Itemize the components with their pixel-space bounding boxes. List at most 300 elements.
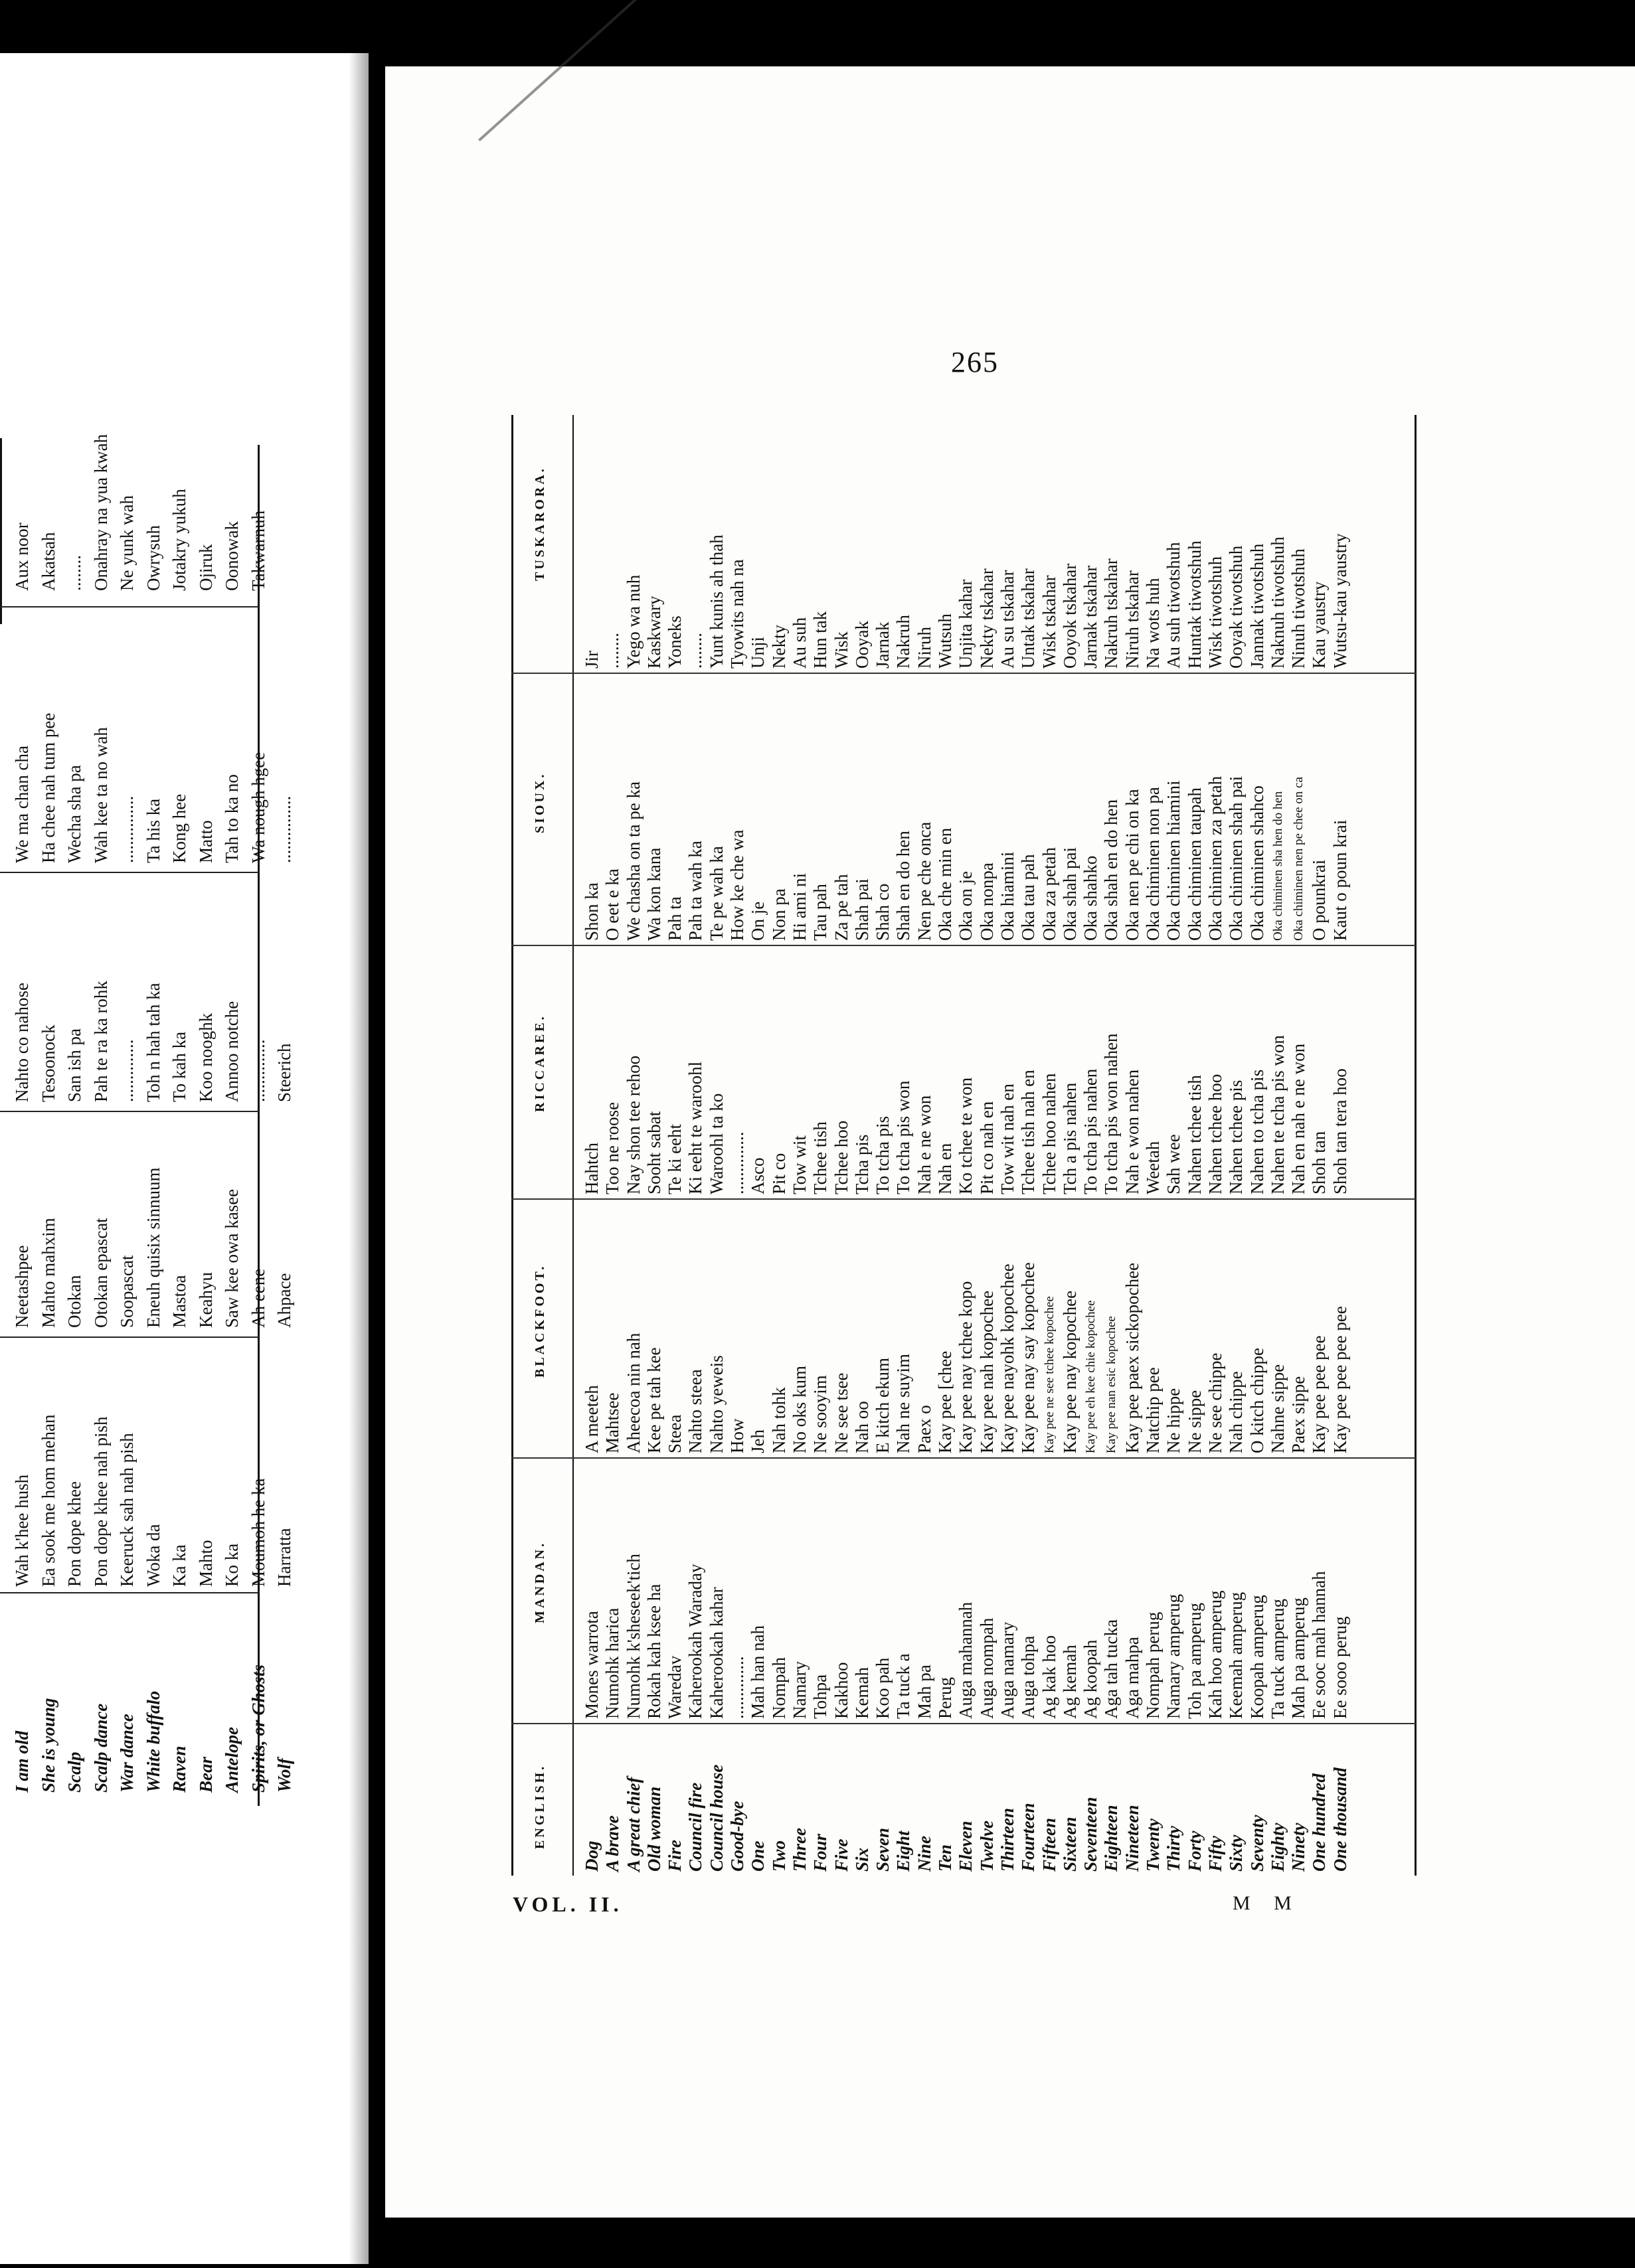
english-cell: Eighteen bbox=[1101, 1805, 1122, 1872]
english-cell: Scalp bbox=[64, 1751, 84, 1793]
column-divider bbox=[511, 1457, 1416, 1459]
tuskarora-cell: Wisk tiwotshuh bbox=[1205, 556, 1225, 669]
sioux-cell: Ha chee nah tum pee bbox=[38, 712, 58, 863]
english-cell: One bbox=[748, 1840, 768, 1872]
sioux-cell: Tah to ka no bbox=[222, 774, 242, 863]
riccaree-cell: Ki eeht te waroohl bbox=[685, 1061, 706, 1194]
tuskarora-cell: Ninuh tiwotshuh bbox=[1288, 548, 1309, 669]
tuskarora-cell: Ooyak bbox=[851, 621, 872, 669]
sioux-cell: Oka chiminen non pa bbox=[1143, 787, 1163, 941]
riccaree-cell: Tcha pis bbox=[851, 1134, 872, 1194]
tuskarora-cell: Ojiruk bbox=[195, 544, 216, 591]
book-gutter bbox=[369, 53, 385, 2268]
sioux-cell: Nen pe che onca bbox=[914, 821, 934, 941]
english-cell: Fifteen bbox=[1039, 1818, 1059, 1872]
riccaree-cell: Nay shon tee rehoo bbox=[623, 1055, 644, 1194]
page-fold-shadow bbox=[349, 53, 369, 2264]
sioux-cell: Oka chiminen sha hen do hen bbox=[1270, 791, 1285, 941]
blackfoot-cell: Mahto mahxim bbox=[38, 1218, 58, 1328]
english-cell: A brave bbox=[602, 1815, 623, 1872]
tuskarora-cell: Ooyak tiwotshuh bbox=[1226, 545, 1247, 669]
blackfoot-cell: Ne sippe bbox=[1184, 1390, 1205, 1453]
tuskarora-cell: Tyowits nah na bbox=[727, 559, 748, 669]
english-cell: Forty bbox=[1184, 1830, 1205, 1872]
tuskarora-cell: Ne yunk wah bbox=[117, 495, 137, 591]
tuskarora-cell: Jir bbox=[582, 651, 602, 669]
sioux-cell: Wecha sha pa bbox=[64, 765, 84, 863]
mandan-cell: Ea sook me hom mehan bbox=[38, 1414, 58, 1587]
tuskarora-cell: Jannak tiwotshuh bbox=[1247, 543, 1267, 669]
english-cell: Ten bbox=[935, 1844, 956, 1872]
sioux-cell: Wah kee ta no wah bbox=[90, 727, 111, 863]
blackfoot-cell: Nah ne suyim bbox=[893, 1354, 914, 1453]
tuskarora-cell: Au su tskahar bbox=[997, 570, 1017, 669]
blackfoot-cell: Kee pe tah kee bbox=[644, 1347, 664, 1453]
english-cell: Seventy bbox=[1247, 1815, 1267, 1872]
blackfoot-cell: Ne see tsee bbox=[831, 1372, 851, 1453]
mandan-cell: Rokah kah ksee ha bbox=[644, 1583, 664, 1719]
left-riccaree-column bbox=[9, 981, 298, 1102]
mandan-cell: Kakhoo bbox=[831, 1662, 851, 1719]
blackfoot-cell: Nah oo bbox=[851, 1401, 872, 1453]
sioux-cell: ............... bbox=[274, 795, 294, 863]
tuskarora-cell: Au suh bbox=[789, 617, 810, 669]
english-cell: She is young bbox=[38, 1698, 58, 1793]
english-cell: Thirty bbox=[1163, 1825, 1184, 1872]
mandan-cell: Auga mahannah bbox=[956, 1601, 976, 1719]
english-cell: Sixty bbox=[1226, 1834, 1247, 1872]
sioux-cell: We chasha on ta pe ka bbox=[623, 781, 644, 941]
sioux-cell: Ta his ka bbox=[143, 798, 163, 863]
riccaree-cell: Nahen tchee tish bbox=[1184, 1075, 1205, 1194]
riccaree-cell: To tcha pis won nahen bbox=[1101, 1033, 1122, 1194]
mandan-cell: Aga tah tucka bbox=[1101, 1619, 1122, 1719]
mandan-cell: Keeruck sah nah pish bbox=[117, 1433, 137, 1587]
mandan-cell: Pon dope khee nah pish bbox=[90, 1416, 111, 1587]
blackfoot-cell: Nahto steea bbox=[685, 1369, 706, 1453]
english-cell: Seven bbox=[873, 1828, 893, 1872]
english-cell: Four bbox=[810, 1833, 831, 1872]
tuskarora-cell: Aux noor bbox=[12, 523, 32, 591]
english-cell: Nineteen bbox=[1122, 1805, 1142, 1872]
column-divider bbox=[0, 1111, 259, 1112]
tuskarora-cell: Takwarnuh bbox=[248, 510, 268, 591]
blackfoot-cell: Keahyu bbox=[195, 1272, 216, 1328]
sioux-cell: Shah pai bbox=[851, 878, 872, 941]
english-cell: Antelope bbox=[222, 1727, 242, 1793]
blackfoot-cell: Kay pee pee pee bbox=[1309, 1335, 1330, 1453]
mandan-cell: Ko ka bbox=[222, 1543, 242, 1587]
blackfoot-cell: Ne hippe bbox=[1163, 1388, 1184, 1453]
mandan-cell: Tohpa bbox=[810, 1674, 831, 1719]
english-cell: Eleven bbox=[956, 1821, 976, 1872]
tuskarora-cell: Jotakry yukuh bbox=[169, 489, 189, 591]
vocabulary-table bbox=[511, 415, 1421, 1876]
sioux-cell: Oka chiminen shahco bbox=[1247, 785, 1267, 941]
english-cell: Sixteen bbox=[1059, 1817, 1080, 1872]
riccaree-cell: To kah ka bbox=[169, 1031, 189, 1102]
mandan-cell: Harratta bbox=[274, 1528, 294, 1587]
riccaree-cell: Koo nooghk bbox=[195, 1012, 216, 1102]
blackfoot-cell: Kay pee nan esic kopochee bbox=[1104, 1316, 1119, 1453]
english-cell: Seventeen bbox=[1080, 1797, 1101, 1872]
riccaree-cell: To tcha pis won bbox=[893, 1080, 914, 1194]
tuskarora-cell: Naknuh tiwotshuh bbox=[1267, 536, 1288, 669]
sioux-cell: Wa kon kana bbox=[644, 847, 664, 941]
english-cell: Nine bbox=[914, 1836, 934, 1872]
riccaree-cell: Waroohl ta ko bbox=[706, 1093, 727, 1194]
tuskarora-column bbox=[582, 533, 1351, 669]
english-cell: Eight bbox=[893, 1830, 914, 1872]
tuskarora-cell: Au suh tiwotshuh bbox=[1163, 542, 1184, 669]
tuskarora-cell: Akatsah bbox=[38, 532, 58, 591]
riccaree-cell: Pit co bbox=[768, 1153, 789, 1194]
blackfoot-cell: Eneuh quisix sinnuum bbox=[143, 1167, 163, 1328]
tuskarora-cell: Hun tak bbox=[810, 611, 831, 669]
tuskarora-cell: Na wots huh bbox=[1143, 578, 1163, 669]
riccaree-cell: Asco bbox=[748, 1157, 768, 1194]
blackfoot-cell: Kay pee nay say kopochee bbox=[1018, 1262, 1039, 1453]
riccaree-cell: Nah e ne won bbox=[914, 1095, 934, 1194]
header-riccaree: RICCAREE. bbox=[533, 1014, 547, 1112]
mandan-cell: Moumoh he ka bbox=[248, 1478, 268, 1587]
english-cell: Good-bye bbox=[727, 1801, 748, 1872]
mandan-cell: Keemah amperug bbox=[1226, 1591, 1247, 1719]
blackfoot-cell: Mahtsee bbox=[602, 1392, 623, 1453]
blackfoot-cell: O kitch chippe bbox=[1247, 1348, 1267, 1453]
tuskarora-cell: Niruh bbox=[914, 627, 934, 669]
sioux-cell: Za pe tah bbox=[831, 874, 851, 941]
tuskarora-cell: Wisk tskahar bbox=[1039, 575, 1059, 669]
riccaree-cell: Sooht sabat bbox=[644, 1111, 664, 1194]
english-cell: Three bbox=[789, 1828, 810, 1872]
riccaree-cell: Nahen tchee hoo bbox=[1205, 1074, 1225, 1194]
english-cell: Scalp dance bbox=[90, 1703, 111, 1793]
english-cell: War dance bbox=[117, 1714, 137, 1793]
english-cell: One thousand bbox=[1330, 1767, 1350, 1872]
sioux-cell: Oka chiminen taupah bbox=[1184, 787, 1205, 941]
mandan-cell: Toh pa amperug bbox=[1184, 1602, 1205, 1719]
riccaree-cell: Tow wit nah en bbox=[997, 1084, 1017, 1194]
english-cell: Twelve bbox=[976, 1821, 997, 1872]
tuskarora-cell: Oonowak bbox=[222, 521, 242, 591]
table-top-rule bbox=[511, 415, 513, 1876]
tuskarora-cell: Nekty tskahar bbox=[976, 568, 997, 669]
sioux-cell: Non pa bbox=[768, 888, 789, 941]
mandan-cell: Koopah amperug bbox=[1247, 1595, 1267, 1719]
tuskarora-cell: Jarnak tskahar bbox=[1080, 565, 1101, 669]
header-sioux: SIOUX. bbox=[533, 771, 547, 833]
mandan-cell: Ag koopah bbox=[1080, 1639, 1101, 1719]
riccaree-cell: To tcha pis bbox=[873, 1115, 893, 1194]
tuskarora-cell: Kau yaustry bbox=[1309, 581, 1330, 669]
riccaree-cell: Annoo notche bbox=[222, 1001, 242, 1102]
blackfoot-cell: Ah eene bbox=[248, 1268, 268, 1328]
riccaree-cell: Nahen to tcha pis bbox=[1247, 1069, 1267, 1194]
riccaree-cell: Too ne roose bbox=[602, 1101, 623, 1194]
column-divider bbox=[511, 1723, 1416, 1724]
header-rule bbox=[572, 415, 574, 1876]
blackfoot-cell: No oks kum bbox=[789, 1365, 810, 1453]
mandan-cell: Kemah bbox=[851, 1667, 872, 1719]
column-divider bbox=[0, 1336, 259, 1338]
signature-mark: M M bbox=[1233, 1892, 1301, 1914]
english-cell: Ninety bbox=[1288, 1822, 1309, 1872]
blackfoot-cell: Kay pee nay kopochee bbox=[1059, 1290, 1080, 1453]
tuskarora-cell: Owrysuh bbox=[143, 525, 163, 591]
mandan-cell: Namary bbox=[789, 1661, 810, 1719]
english-cell: A great chief bbox=[623, 1777, 644, 1872]
riccaree-cell: Toh n hah tah ka bbox=[143, 983, 163, 1102]
mandan-cell: Numohk harica bbox=[602, 1607, 623, 1719]
header-tuskarora: TUSKARORA. bbox=[533, 466, 547, 581]
blackfoot-cell: Saw kee owa kasee bbox=[222, 1188, 242, 1328]
blackfoot-cell: Nah chippe bbox=[1226, 1371, 1247, 1453]
riccaree-cell: Ko tchee te won bbox=[956, 1077, 976, 1194]
sioux-cell: Shah en do hen bbox=[893, 831, 914, 941]
riccaree-cell: Shoh tan tera hoo bbox=[1330, 1068, 1350, 1194]
sioux-cell: Hi ami ni bbox=[789, 873, 810, 941]
column-divider bbox=[0, 872, 259, 873]
mandan-cell: Mahto bbox=[195, 1540, 216, 1587]
blackfoot-cell: Paex sippe bbox=[1288, 1376, 1309, 1453]
riccaree-cell: Nahen te tcha pis won bbox=[1267, 1035, 1288, 1194]
mandan-cell: Ee sooc mah hannah bbox=[1309, 1571, 1330, 1719]
sioux-cell: Oka chiminen hiamini bbox=[1163, 780, 1184, 941]
tuskarora-cell: Nakruh tskahar bbox=[1101, 558, 1122, 669]
english-cell: White buffalo bbox=[143, 1690, 163, 1793]
mandan-cell: Mones warrota bbox=[582, 1611, 602, 1719]
left-sioux-column bbox=[9, 713, 298, 863]
blackfoot-cell: Soopascat bbox=[117, 1255, 137, 1328]
mandan-cell: .............. bbox=[727, 1656, 748, 1719]
blackfoot-cell: Kay pee nay tchee kopo bbox=[956, 1281, 976, 1453]
blackfoot-cell: Paex o bbox=[914, 1405, 934, 1453]
tuskarora-cell: Yego wa nuh bbox=[623, 574, 644, 669]
english-cell: Thirteen bbox=[997, 1807, 1017, 1872]
blackfoot-cell: Neetashpee bbox=[12, 1245, 32, 1328]
sioux-cell: Oka nonpa bbox=[976, 862, 997, 941]
riccaree-cell: Nah en nah e ne won bbox=[1288, 1043, 1309, 1194]
sioux-cell: Oka chiminen za petah bbox=[1205, 775, 1225, 941]
volume-label: VOL. II. bbox=[513, 1892, 623, 1916]
english-cell: Council fire bbox=[685, 1782, 706, 1872]
blackfoot-column bbox=[582, 1262, 1351, 1453]
blackfoot-cell: Kay pee eh kee chie kopochee bbox=[1084, 1300, 1098, 1453]
left-table-rule-short bbox=[0, 438, 2, 624]
english-cell: Twenty bbox=[1143, 1819, 1163, 1872]
sioux-cell: Kong hee bbox=[169, 793, 189, 863]
english-cell: Fifty bbox=[1205, 1836, 1225, 1872]
sioux-cell: Oka on je bbox=[956, 871, 976, 941]
tuskarora-cell: Onahray na yua kwah bbox=[90, 434, 111, 591]
mandan-cell: Auga nompah bbox=[976, 1617, 997, 1719]
tuskarora-cell: Niruh tskahar bbox=[1122, 570, 1142, 669]
blackfoot-cell: Natchip pee bbox=[1143, 1367, 1163, 1453]
riccaree-cell: Tesoonock bbox=[38, 1024, 58, 1102]
left-tuskarora-column bbox=[9, 434, 272, 591]
header-english: ENGLISH. bbox=[533, 1763, 547, 1849]
sioux-cell: Oka tau pah bbox=[1018, 854, 1039, 941]
blackfoot-cell: A meeteh bbox=[582, 1385, 602, 1453]
english-cell: Bear bbox=[195, 1757, 216, 1793]
blackfoot-cell: Kay pee ne see tchee kopochee bbox=[1042, 1296, 1057, 1453]
tuskarora-cell: Ooyok tskahar bbox=[1059, 563, 1080, 669]
riccaree-cell: Te ki eeht bbox=[665, 1123, 685, 1194]
riccaree-cell: San ish pa bbox=[64, 1028, 84, 1102]
riccaree-cell: Nah en bbox=[935, 1143, 956, 1194]
english-column bbox=[582, 1765, 1351, 1872]
riccaree-cell: Hahtch bbox=[582, 1143, 602, 1194]
mandan-cell: Namary amperug bbox=[1163, 1593, 1184, 1719]
blackfoot-cell: Kay pee [chee bbox=[935, 1350, 956, 1453]
riccaree-cell: Tchee hoo bbox=[831, 1120, 851, 1194]
sioux-cell: Oka chiminen nen pe chee on ca bbox=[1292, 777, 1306, 941]
sioux-cell: Oka hiamini bbox=[997, 851, 1017, 941]
tuskarora-cell: Huntak tiwotshuh bbox=[1184, 540, 1205, 669]
english-cell: Two bbox=[768, 1840, 789, 1872]
riccaree-cell: Sah wee bbox=[1163, 1134, 1184, 1194]
riccaree-column bbox=[582, 1033, 1351, 1194]
blackfoot-cell: Nahto yeweis bbox=[706, 1355, 727, 1453]
english-cell: I am old bbox=[12, 1730, 32, 1793]
sioux-cell: Oka za petah bbox=[1039, 847, 1059, 941]
left-table-rule bbox=[258, 445, 260, 1806]
sioux-cell: Te pe wah ka bbox=[706, 846, 727, 941]
mandan-cell: Ta tuck a bbox=[893, 1653, 914, 1719]
sioux-cell: Pah ta wah ka bbox=[685, 841, 706, 941]
tuskarora-cell: ........ bbox=[685, 633, 706, 669]
tuskarora-cell: Yunt kunis ah thah bbox=[706, 534, 727, 669]
tuskarora-cell: Kaskwary bbox=[644, 596, 664, 669]
mandan-cell: Kaherookah Waraday bbox=[685, 1564, 706, 1719]
english-cell: Council house bbox=[706, 1764, 727, 1872]
mandan-cell: Nompah bbox=[768, 1657, 789, 1719]
sioux-cell: ............... bbox=[117, 795, 137, 863]
mandan-cell: Pon dope khee bbox=[64, 1481, 84, 1587]
blackfoot-cell: Kay pee pee pee pee bbox=[1330, 1306, 1350, 1453]
blackfoot-cell: Kay pee paex sickopochee bbox=[1122, 1262, 1142, 1453]
mandan-cell: Wah k'hee hush bbox=[12, 1474, 32, 1587]
mandan-cell: Ta tuck amperug bbox=[1267, 1598, 1288, 1719]
sioux-column bbox=[582, 776, 1351, 941]
tuskarora-cell: Untak tskahar bbox=[1018, 568, 1039, 669]
english-cell: Old woman bbox=[644, 1786, 664, 1872]
blackfoot-cell: Otokan bbox=[64, 1275, 84, 1328]
sioux-cell: Wa nough hgee bbox=[248, 752, 268, 863]
riccaree-cell: Weetah bbox=[1143, 1141, 1163, 1194]
blackfoot-cell: Nahne sippe bbox=[1267, 1364, 1288, 1453]
english-cell: Fourteen bbox=[1018, 1803, 1039, 1872]
english-cell: Fire bbox=[665, 1839, 685, 1872]
left-english-column bbox=[9, 1664, 298, 1793]
left-mandan-column bbox=[9, 1415, 298, 1587]
riccaree-cell: .............. bbox=[248, 1039, 268, 1102]
tuskarora-cell: Jarnak bbox=[873, 621, 893, 669]
sioux-cell: Kaut o poun krai bbox=[1330, 819, 1350, 941]
tuskarora-cell: ........ bbox=[64, 555, 84, 591]
column-divider bbox=[0, 1592, 259, 1593]
column-divider bbox=[511, 673, 1416, 674]
mandan-cell: Nompah perug bbox=[1143, 1611, 1163, 1719]
tuskarora-cell: Wutsu-kau yaustry bbox=[1330, 533, 1350, 669]
mandan-cell: Woka da bbox=[143, 1524, 163, 1587]
riccaree-cell: Nahen tchee pis bbox=[1226, 1080, 1247, 1194]
riccaree-cell: Pah te ra ka rohk bbox=[90, 981, 111, 1102]
table-bottom-rule bbox=[1415, 415, 1417, 1876]
mandan-cell: Aga mahpa bbox=[1122, 1637, 1142, 1719]
riccaree-cell: Tch a pis nahen bbox=[1059, 1082, 1080, 1194]
riccaree-cell: Tow wit bbox=[789, 1135, 810, 1194]
english-cell: Dog bbox=[582, 1840, 602, 1872]
mandan-cell: Koo pah bbox=[873, 1657, 893, 1719]
riccaree-cell: Pit co nah en bbox=[976, 1101, 997, 1194]
sioux-cell: Pah ta bbox=[665, 896, 685, 941]
scan-border-bottom bbox=[385, 2218, 1635, 2268]
tuskarora-cell: Yoneks bbox=[665, 615, 685, 669]
blackfoot-cell: How bbox=[727, 1418, 748, 1453]
riccaree-cell: Tchee tish bbox=[810, 1121, 831, 1194]
english-cell: Five bbox=[831, 1838, 851, 1872]
riccaree-cell: Shoh tan bbox=[1309, 1131, 1330, 1194]
mandan-cell: Mah pa bbox=[914, 1664, 934, 1719]
sioux-cell: Matto bbox=[195, 820, 216, 863]
tuskarora-cell: Unjita kahar bbox=[956, 579, 976, 669]
mandan-column bbox=[582, 1554, 1351, 1719]
riccaree-cell: .............. bbox=[727, 1131, 748, 1194]
mandan-cell: Ka ka bbox=[169, 1544, 189, 1587]
sioux-cell: O eet e ka bbox=[602, 868, 623, 941]
mandan-cell: Ag kemah bbox=[1059, 1645, 1080, 1719]
blackfoot-cell: Kay pee nah kopochee bbox=[976, 1290, 997, 1453]
mandan-cell: Auga tohpa bbox=[1018, 1635, 1039, 1719]
english-cell: Spirits, or Ghosts bbox=[248, 1664, 268, 1793]
english-cell: Eighty bbox=[1267, 1822, 1288, 1872]
column-divider bbox=[511, 1198, 1416, 1200]
blackfoot-cell: Otokan epascat bbox=[90, 1218, 111, 1328]
sioux-cell: Oka chiminen shah pai bbox=[1226, 775, 1247, 941]
sioux-cell: We ma chan cha bbox=[12, 746, 32, 863]
blackfoot-cell: Aheecoa nin nah bbox=[623, 1333, 644, 1453]
header-blackfoot: BLACKFOOT. bbox=[533, 1263, 547, 1378]
left-page-table bbox=[0, 434, 294, 1806]
sioux-cell: Oka shah en do hen bbox=[1101, 799, 1122, 941]
mandan-cell: Mah pa amperug bbox=[1288, 1597, 1309, 1719]
mandan-cell: Numohk k'sheseek'tich bbox=[623, 1554, 644, 1719]
mandan-cell: Waredav bbox=[665, 1655, 685, 1719]
left-page bbox=[0, 53, 369, 2264]
mandan-cell: Perug bbox=[935, 1677, 956, 1719]
mandan-cell: Kaherookah kahar bbox=[706, 1587, 727, 1719]
mandan-cell: Auga namary bbox=[997, 1621, 1017, 1719]
blackfoot-cell: Steea bbox=[665, 1414, 685, 1453]
blackfoot-cell: Jeh bbox=[748, 1429, 768, 1453]
column-divider bbox=[511, 945, 1416, 946]
riccaree-cell: Tchee hoo nahen bbox=[1039, 1073, 1059, 1194]
riccaree-cell: .............. bbox=[117, 1039, 137, 1102]
riccaree-cell: Nahto co nahose bbox=[12, 983, 32, 1102]
page-number: 265 bbox=[951, 346, 999, 378]
english-cell: Six bbox=[851, 1847, 872, 1872]
tuskarora-cell: Nekty bbox=[768, 625, 789, 669]
mandan-cell: Ee sooo perug bbox=[1330, 1616, 1350, 1719]
blackfoot-cell: Nah tohk bbox=[768, 1387, 789, 1453]
mandan-cell: Mah han nah bbox=[748, 1625, 768, 1719]
english-cell: Wolf bbox=[274, 1758, 294, 1793]
riccaree-cell: Nah e won nahen bbox=[1122, 1069, 1142, 1194]
blackfoot-cell: E kitch ekum bbox=[873, 1358, 893, 1453]
blackfoot-cell: Ne sooyim bbox=[810, 1375, 831, 1453]
